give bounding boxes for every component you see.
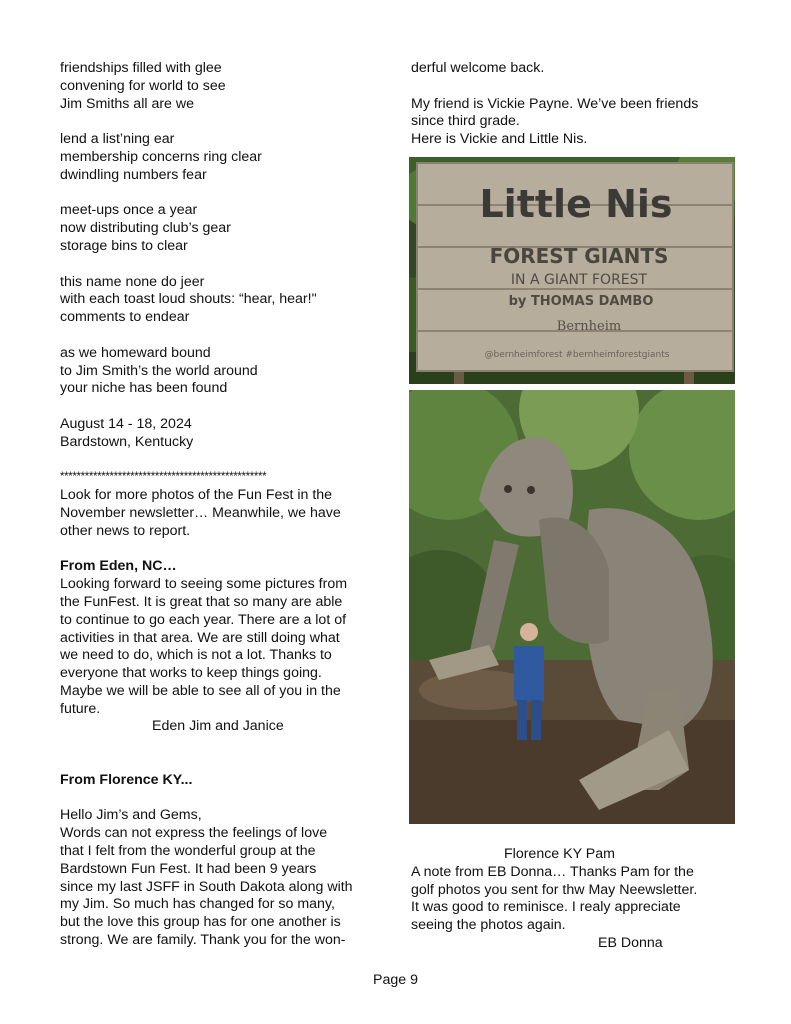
poem-line: your niche has been found xyxy=(60,380,228,397)
poem-line: lend a list’ning ear xyxy=(60,131,175,148)
florence-body-line: but the love this group has for one another is xyxy=(60,914,341,931)
sign-line3: IN A GIANT FOREST xyxy=(510,272,648,288)
florence-body-line: my Jim. So much has changed for so many, xyxy=(60,896,335,913)
poem-line: membership concerns ring clear xyxy=(60,148,262,165)
poem-line: meet-ups once a year xyxy=(60,202,198,219)
event-location: Bardstown, Kentucky xyxy=(60,433,194,450)
intro-line: other news to report. xyxy=(60,522,191,539)
florence-body-line: that I felt from the wonderful group at the xyxy=(60,843,316,860)
poem-line: convening for world to see xyxy=(60,77,226,94)
eden-signature: Eden Jim and Janice xyxy=(152,718,284,735)
note-line: It was good to reminisce. I realy appreciate xyxy=(411,899,681,916)
friend-line: My friend is Vickie Payne. We’ve been friends xyxy=(411,95,699,112)
giant-sculpture-photo xyxy=(409,390,735,824)
eden-body-line: the FunFest. It is great that so many are able xyxy=(60,593,343,610)
poem-line: comments to endear xyxy=(60,309,190,326)
intro-line: November newsletter… Meanwhile, we have xyxy=(60,504,341,521)
florence-body-line: Bardstown Fun Fest. It had been 9 years xyxy=(60,860,317,877)
sign-title: Little Nis xyxy=(479,182,673,226)
right-column-top xyxy=(411,60,741,149)
separator: ************************************************** xyxy=(60,471,267,484)
poem-line: friendships filled with glee xyxy=(60,60,222,76)
eden-body-line: Looking forward to seeing some pictures from xyxy=(60,576,348,593)
eden-body-line: everyone that works to keep things going. xyxy=(60,665,322,682)
eden-body-line: future. xyxy=(60,700,101,717)
friend-line: Here is Vickie and Little Nis. xyxy=(411,131,588,148)
florence-greeting: Hello Jim’s and Gems, xyxy=(60,807,202,824)
poem-line: dwindling numbers fear xyxy=(60,166,207,183)
poem-line: as we homeward bound xyxy=(60,344,211,361)
note-line: seeing the photos again. xyxy=(411,917,566,934)
event-dates: August 14 - 18, 2024 xyxy=(60,415,192,432)
sign-line5: Bernheim xyxy=(556,319,622,334)
poem-line: with each toast loud shouts: “hear, hear!" xyxy=(60,291,317,308)
eden-heading: From Eden, NC… xyxy=(60,558,177,575)
poem-line: this name none do jeer xyxy=(60,273,205,290)
note-line: golf photos you sent for thw May Neewsletter. xyxy=(411,881,698,898)
sign-subtitle: FOREST GIANTS xyxy=(489,244,669,268)
eden-body-line: we need to do, which is not a lot. Thanks to xyxy=(60,647,332,664)
right-column-bottom xyxy=(411,846,741,953)
continuation-line: derful welcome back. xyxy=(411,60,545,76)
poem-line: storage bins to clear xyxy=(60,237,188,254)
left-column xyxy=(60,60,390,950)
sign-line4: by THOMAS DAMBO xyxy=(508,294,654,309)
florence-body-line: since my last JSFF in South Dakota along with xyxy=(60,878,353,895)
eden-body-line: to continue to go each year. There are a lot of xyxy=(60,611,347,628)
intro-line: Look for more photos of the Fun Fest in the xyxy=(60,487,333,504)
poem-line: to Jim Smith’s the world around xyxy=(60,362,258,379)
florence-body-line: Words can not express the feelings of love xyxy=(60,825,328,842)
eden-body-line: activities in that area. We are still doing what xyxy=(60,629,340,646)
note-line: A note from EB Donna… Thanks Pam for the xyxy=(411,863,694,880)
florence-body-line: strong. We are family. Thank you for the won- xyxy=(60,932,346,949)
poem-line: now distributing club’s gear xyxy=(60,220,231,237)
sign-line6: @bernheimforest #bernheimforestgiants xyxy=(484,350,670,360)
page-number: Page 9 xyxy=(373,972,418,988)
friend-line: since third grade. xyxy=(411,113,520,130)
sign-photo xyxy=(409,157,735,384)
photo-caption: Florence KY Pam xyxy=(504,846,615,862)
poem-line: Jim Smiths all are we xyxy=(60,95,195,112)
eden-body-line: Maybe we will be able to see all of you in the xyxy=(60,682,341,699)
note-signature: EB Donna xyxy=(598,934,663,951)
florence-heading: From Florence KY... xyxy=(60,771,193,788)
